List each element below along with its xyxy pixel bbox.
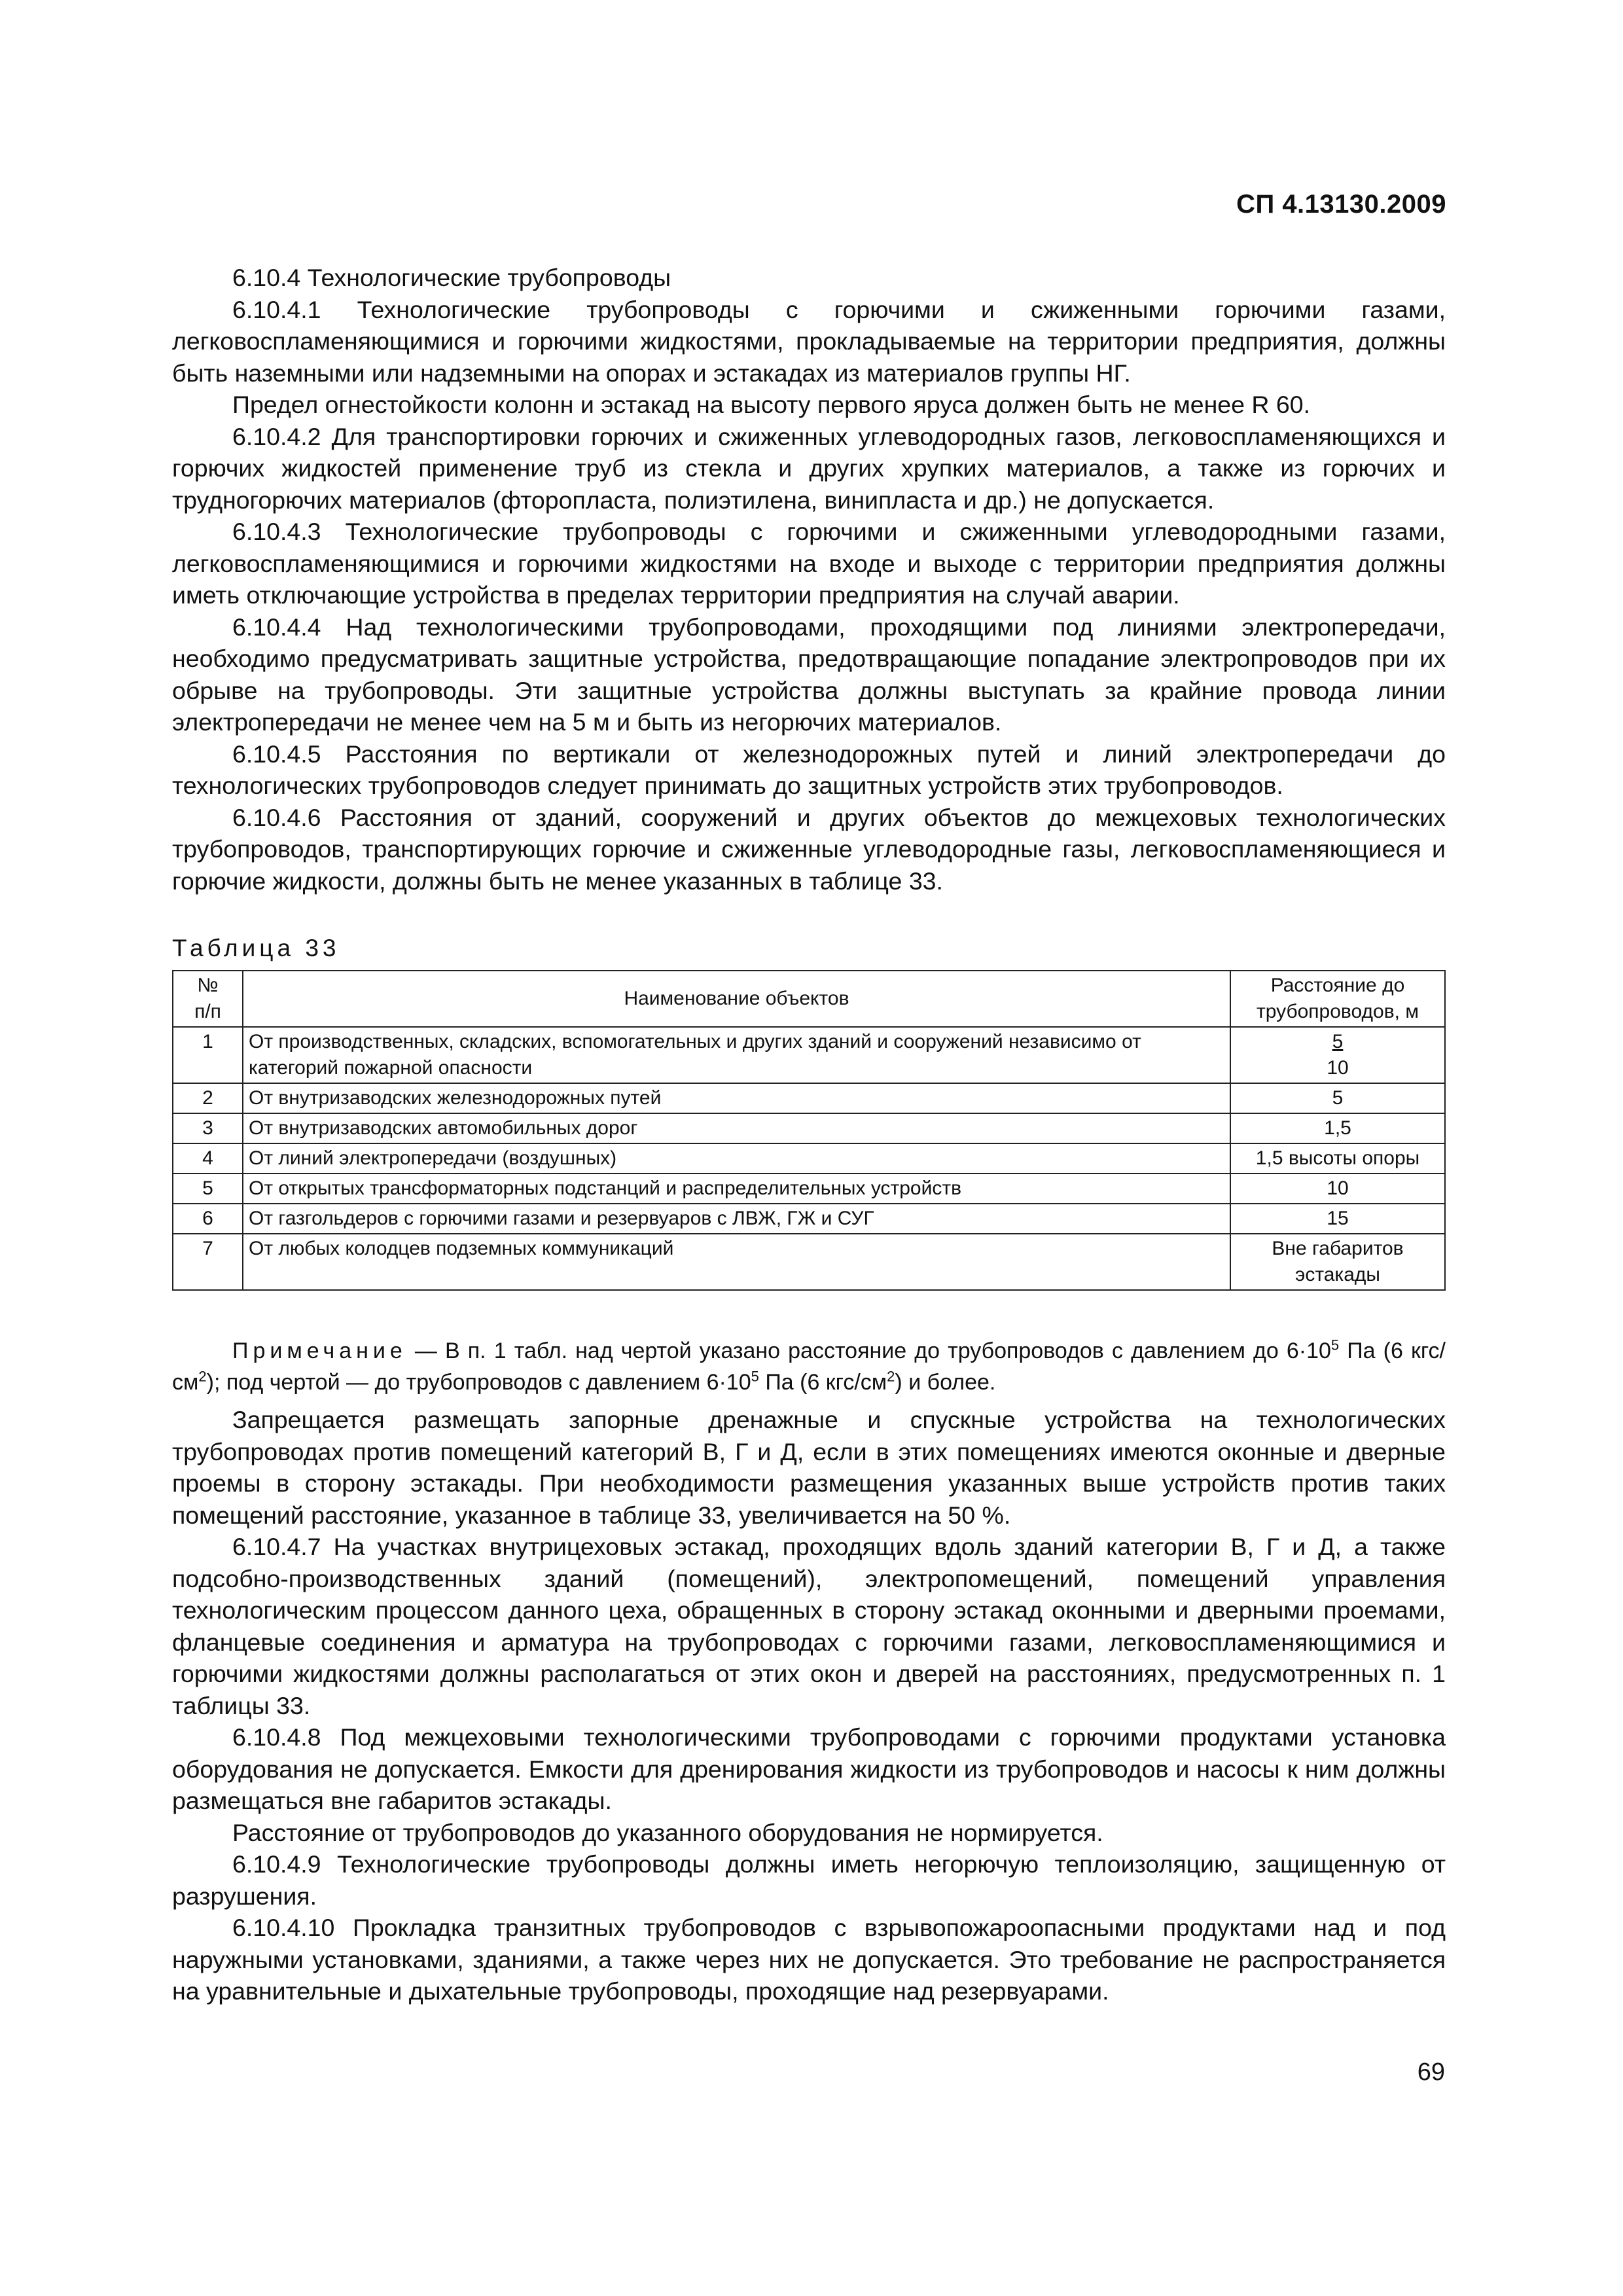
header-number: [173, 971, 243, 1027]
row-distance: [1230, 1234, 1445, 1290]
document-id: СП 4.13130.2009: [1236, 190, 1446, 219]
note-text: Па (6 кгс/см: [758, 1370, 887, 1395]
distance-above-line: 5: [1332, 1031, 1344, 1052]
paragraph: 6.10.4.10 Прокладка транзитных трубопроводов с взрывопожароопасными продуктами над и под наружными установками, зданиями, а также через них не допускается. Это требование не распространяется на уравнительные и дыхательные трубопроводы, проходящие над резервуарами.: [172, 1914, 1446, 2005]
note-text: — В п. 1 табл. над чертой указано расстояние до трубопроводов с давлением до 6·10: [406, 1338, 1331, 1363]
row-name: От внутризаводских железнодорожных путей: [243, 1083, 1230, 1113]
note-text: ); под чертой — до трубопроводов с давлением 6·10: [206, 1370, 751, 1395]
row-distance: 10: [1230, 1174, 1445, 1204]
note-exponent: 5: [751, 1368, 759, 1385]
header-distance-line2: трубопроводов, м: [1257, 1001, 1419, 1022]
note-text: Па (6 кгс/см: [172, 1338, 1446, 1395]
table-row: [173, 1204, 1445, 1234]
row-number: 4: [173, 1143, 243, 1174]
paragraph: 6.10.4.1 Технологические трубопроводы с горючими и сжиженными горючими газами, легковоспламеняющимися и горючими жидкостями, прокладываемые на территории предприятия, должны быть наземными или надземными на опорах и эстакадах из материалов группы НГ.: [172, 295, 1446, 387]
table-row: [173, 1027, 1445, 1083]
row-number: 6: [173, 1204, 243, 1234]
table-row: [173, 1113, 1445, 1143]
row-distance: 1,5: [1230, 1113, 1445, 1143]
note-square: 2: [887, 1368, 895, 1385]
table-row: [173, 1174, 1445, 1204]
header-name: Наименование объектов: [243, 971, 1230, 1027]
section-text-bottom: [172, 1404, 1446, 2007]
row-distance-line1: Вне габаритов: [1272, 1238, 1404, 1259]
row-distance-fraction: [1230, 1027, 1445, 1083]
paragraph: 6.10.4.3 Технологические трубопроводы с горючими и сжиженными углеводородными газами, легковоспламеняющимися и горючими жидкостями на входе и выходе с территории предприятия должны иметь отключающие устройства в пределах территории предприятия на случай аварии.: [172, 518, 1446, 609]
note-exponent: 5: [1330, 1336, 1340, 1354]
header-number-line1: №: [197, 975, 219, 996]
page-number: 69: [1417, 2058, 1445, 2086]
paragraph: 6.10.4.9 Технологические трубопроводы должны иметь негорючую теплоизоляцию, защищенную от разрушения.: [172, 1850, 1446, 1910]
paragraph: Запрещается размещать запорные дренажные и спускные устройства на технологических трубопроводах против помещений категорий В, Г и Д, если в этих помещениях имеются оконные и дверные проемы в сторону эстакады. При необходимости размещения указанных выше устройств против таких помещений расстояние, указанное в таблице 33, увеличивается на 50 %.: [172, 1406, 1446, 1529]
row-name: От внутризаводских автомобильных дорог: [243, 1113, 1230, 1143]
table-row: [173, 1143, 1445, 1174]
row-number: 3: [173, 1113, 243, 1143]
note-text: ) и более.: [895, 1370, 996, 1395]
distance-table: [172, 970, 1446, 1291]
header-distance-line1: Расстояние до: [1270, 975, 1405, 996]
table-header-row: [173, 971, 1445, 1027]
row-name: От открытых трансформаторных подстанций и распределительных устройств: [243, 1174, 1230, 1204]
paragraph: Расстояние от трубопроводов до указанного оборудования не нормируется.: [232, 1818, 1103, 1846]
row-distance: 15: [1230, 1204, 1445, 1234]
row-distance: 1,5 высоты опоры: [1230, 1143, 1445, 1174]
paragraph-heading: 6.10.4 Технологические трубопроводы: [232, 264, 671, 291]
paragraph: 6.10.4.7 На участках внутрицеховых эстакад, проходящих вдоль зданий категории В, Г и Д, а также подсобно-производственных зданий (помещений), электропомещений, помещений управления технологическим процессом данного цеха, обращенных в сторону эстакад оконными и дверными проемами, фланцевые соединения и арматура на трубопроводах с горючими газами, легковоспламеняющимися и горючими жидкостями должны располагаться от этих окон и дверей на расстояниях, предусмотренных п. 1 таблицы 33.: [172, 1533, 1446, 1719]
row-number: 5: [173, 1174, 243, 1204]
table-row: [173, 1083, 1445, 1113]
row-number: 1: [173, 1027, 243, 1083]
paragraph: 6.10.4.6 Расстояния от зданий, сооружений и других объектов до межцеховых технологических трубопроводов, транспортирующих горючие и сжиженные углеводородные газы, легковоспламеняющиеся и горючие жидкости, должны быть не менее указанных в таблице 33.: [172, 803, 1446, 895]
row-distance-line2: эстакады: [1295, 1264, 1380, 1285]
paragraph: 6.10.4.8 Под межцеховыми технологическими трубопроводами с горючими продуктами установка оборудования не допускается. Емкости для дренирования жидкости из трубопроводов и насосы к ним должны размещаться вне габаритов эстакады.: [172, 1723, 1446, 1814]
header-distance: [1230, 971, 1445, 1027]
row-name: От любых колодцев подземных коммуникаций: [243, 1234, 1230, 1290]
row-number: 7: [173, 1234, 243, 1290]
row-name: От производственных, складских, вспомогательных и других зданий и сооружений независимо от категорий пожарной опасности: [243, 1027, 1230, 1083]
header-number-line2: п/п: [194, 1001, 221, 1022]
section-text-top: [172, 262, 1446, 897]
table-row: [173, 1234, 1445, 1290]
table-note: [172, 1335, 1446, 1398]
note-square: 2: [198, 1368, 207, 1385]
row-name: От линий электропередачи (воздушных): [243, 1143, 1230, 1174]
paragraph: 6.10.4.4 Над технологическими трубопроводами, проходящими под линиями электропередачи, необходимо предусматривать защитные устройства, предотвращающие попадание электропроводов при их обрыве на трубопроводы. Эти защитные устройства должны выступать за крайние провода линии электропередачи не менее чем на 5 м и быть из негорючих материалов.: [172, 613, 1446, 736]
row-distance: 5: [1230, 1083, 1445, 1113]
paragraph: Предел огнестойкости колонн и эстакад на высоту первого яруса должен быть не менее R 60.: [232, 391, 1311, 418]
table-caption: Таблица 33: [172, 935, 340, 961]
note-label: Примечание: [232, 1338, 407, 1363]
distance-below-line: 10: [1327, 1057, 1349, 1079]
row-number: 2: [173, 1083, 243, 1113]
paragraph: 6.10.4.5 Расстояния по вертикали от железнодорожных путей и линий электропередачи до технологических трубопроводов следует принимать до защитных устройств этих трубопроводов.: [172, 740, 1446, 799]
paragraph: 6.10.4.2 Для транспортировки горючих и сжиженных углеводородных газов, легковоспламеняющихся и горючих жидкостей применение труб из стекла и других хрупких материалов, а также из горючих и трудногорючих материалов (фторопласта, полиэтилена, винипласта и др.) не допускается.: [172, 422, 1446, 514]
row-name: От газгольдеров с горючими газами и резервуаров с ЛВЖ, ГЖ и СУГ: [243, 1204, 1230, 1234]
